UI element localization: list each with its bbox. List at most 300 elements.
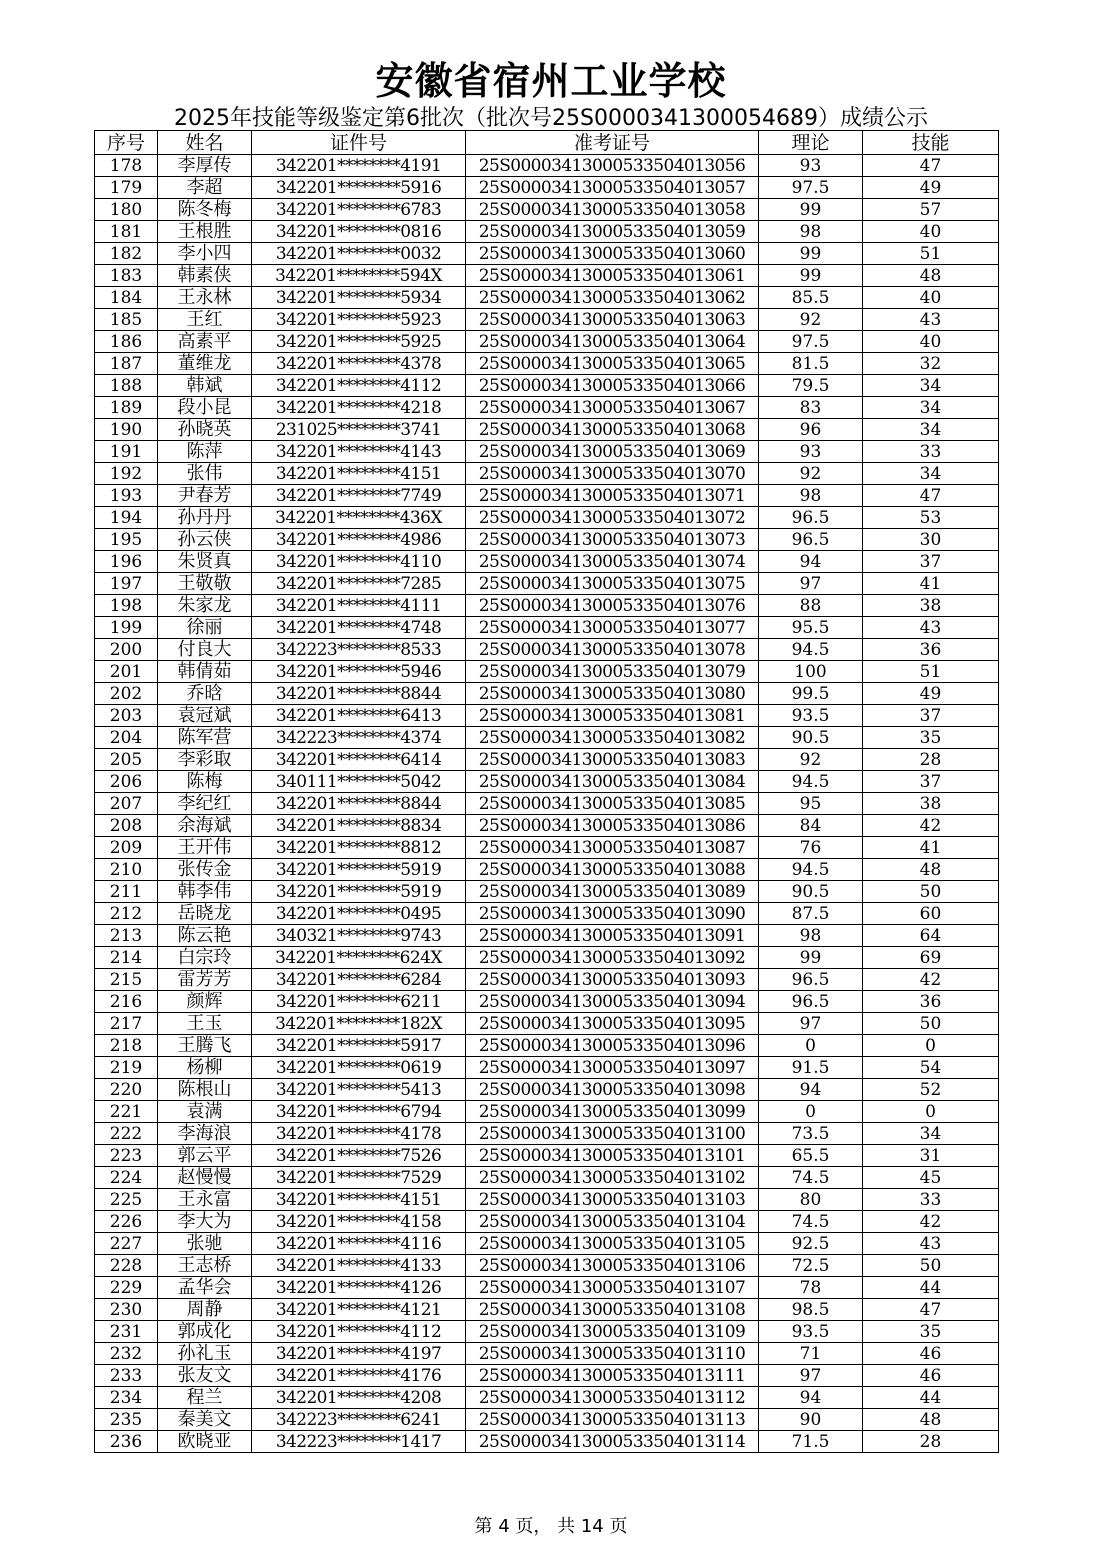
skill-score-cell: 47: [863, 1299, 999, 1321]
name-cell: 徐丽: [158, 617, 252, 639]
seq-cell: 191: [95, 441, 158, 463]
table-row: [95, 969, 999, 991]
id-number-cell: 342201********4197: [252, 1343, 466, 1365]
theory-score-cell: 91.5: [759, 1057, 863, 1079]
id-number-cell: 342201********8834: [252, 815, 466, 837]
theory-score-cell: 80: [759, 1189, 863, 1211]
seq-cell: 183: [95, 265, 158, 287]
table-row: [95, 529, 999, 551]
table-row: [95, 485, 999, 507]
skill-score-cell: 48: [863, 1409, 999, 1431]
theory-score-cell: 98: [759, 925, 863, 947]
theory-score-cell: 94: [759, 1387, 863, 1409]
id-number-cell: 342201********4178: [252, 1123, 466, 1145]
name-cell: 朱家龙: [158, 595, 252, 617]
id-number-cell: 342201********6783: [252, 199, 466, 221]
name-cell: 程兰: [158, 1387, 252, 1409]
name-cell: 雷芳芳: [158, 969, 252, 991]
skill-score-cell: 48: [863, 859, 999, 881]
seq-cell: 182: [95, 243, 158, 265]
theory-score-cell: 71.5: [759, 1431, 863, 1453]
theory-score-cell: 92: [759, 309, 863, 331]
table-row: [95, 1409, 999, 1431]
name-cell: 孙礼玉: [158, 1343, 252, 1365]
exam-number-cell: 25S00003413000533504013060: [466, 243, 759, 265]
seq-cell: 193: [95, 485, 158, 507]
exam-number-cell: 25S00003413000533504013070: [466, 463, 759, 485]
id-number-cell: 342201********5934: [252, 287, 466, 309]
id-number-cell: 342201********6284: [252, 969, 466, 991]
skill-score-cell: 0: [863, 1101, 999, 1123]
exam-number-cell: 25S00003413000533504013102: [466, 1167, 759, 1189]
id-number-cell: 342201********4378: [252, 353, 466, 375]
skill-score-cell: 44: [863, 1277, 999, 1299]
name-cell: 李小四: [158, 243, 252, 265]
seq-cell: 216: [95, 991, 158, 1013]
table-row: [95, 573, 999, 595]
exam-number-cell: 25S00003413000533504013108: [466, 1299, 759, 1321]
exam-number-cell: 25S00003413000533504013073: [466, 529, 759, 551]
id-number-cell: 342201********4116: [252, 1233, 466, 1255]
skill-score-cell: 36: [863, 639, 999, 661]
id-number-cell: 342201********5923: [252, 309, 466, 331]
id-number-cell: 342201********4151: [252, 463, 466, 485]
table-body: [95, 155, 999, 1453]
id-number-cell: 342223********8533: [252, 639, 466, 661]
name-cell: 李海浪: [158, 1123, 252, 1145]
id-number-cell: 342201********5919: [252, 881, 466, 903]
skill-score-cell: 47: [863, 155, 999, 177]
id-number-cell: 342201********4158: [252, 1211, 466, 1233]
theory-score-cell: 96.5: [759, 529, 863, 551]
name-cell: 张友文: [158, 1365, 252, 1387]
seq-cell: 215: [95, 969, 158, 991]
table-row: [95, 727, 999, 749]
theory-score-cell: 93: [759, 441, 863, 463]
skill-score-cell: 48: [863, 265, 999, 287]
theory-score-cell: 99: [759, 243, 863, 265]
id-number-cell: 342201********7285: [252, 573, 466, 595]
results-table: [94, 130, 999, 1453]
theory-score-cell: 93.5: [759, 1321, 863, 1343]
table-row: [95, 639, 999, 661]
exam-number-cell: 25S00003413000533504013091: [466, 925, 759, 947]
seq-cell: 236: [95, 1431, 158, 1453]
skill-score-cell: 46: [863, 1343, 999, 1365]
skill-score-cell: 37: [863, 771, 999, 793]
skill-score-cell: 40: [863, 221, 999, 243]
skill-score-cell: 35: [863, 727, 999, 749]
theory-score-cell: 94: [759, 1079, 863, 1101]
id-number-cell: 342201********182X: [252, 1013, 466, 1035]
name-cell: 欧晓亚: [158, 1431, 252, 1453]
exam-number-cell: 25S00003413000533504013089: [466, 881, 759, 903]
column-header-exam-number: 准考证号: [466, 131, 759, 155]
exam-number-cell: 25S00003413000533504013086: [466, 815, 759, 837]
exam-number-cell: 25S00003413000533504013074: [466, 551, 759, 573]
name-cell: 朱贤真: [158, 551, 252, 573]
exam-number-cell: 25S00003413000533504013076: [466, 595, 759, 617]
theory-score-cell: 93.5: [759, 705, 863, 727]
exam-number-cell: 25S00003413000533504013104: [466, 1211, 759, 1233]
table-row: [95, 375, 999, 397]
id-number-cell: 342201********8844: [252, 683, 466, 705]
name-cell: 韩素侠: [158, 265, 252, 287]
exam-number-cell: 25S00003413000533504013095: [466, 1013, 759, 1035]
name-cell: 周静: [158, 1299, 252, 1321]
column-header-seq: 序号: [95, 131, 158, 155]
table-header-row: [95, 131, 999, 155]
table-row: [95, 1167, 999, 1189]
id-number-cell: 342201********5919: [252, 859, 466, 881]
exam-number-cell: 25S00003413000533504013088: [466, 859, 759, 881]
id-number-cell: 342201********4121: [252, 1299, 466, 1321]
skill-score-cell: 51: [863, 243, 999, 265]
table-row: [95, 793, 999, 815]
exam-number-cell: 25S00003413000533504013100: [466, 1123, 759, 1145]
table-row: [95, 177, 999, 199]
table-row: [95, 243, 999, 265]
skill-score-cell: 28: [863, 749, 999, 771]
id-number-cell: 340321********9743: [252, 925, 466, 947]
theory-score-cell: 97: [759, 1365, 863, 1387]
seq-cell: 187: [95, 353, 158, 375]
seq-cell: 195: [95, 529, 158, 551]
table-row: [95, 1365, 999, 1387]
name-cell: 段小昆: [158, 397, 252, 419]
seq-cell: 227: [95, 1233, 158, 1255]
id-number-cell: 342201********4218: [252, 397, 466, 419]
exam-number-cell: 25S00003413000533504013071: [466, 485, 759, 507]
table-row: [95, 199, 999, 221]
theory-score-cell: 0: [759, 1035, 863, 1057]
seq-cell: 194: [95, 507, 158, 529]
exam-number-cell: 25S00003413000533504013092: [466, 947, 759, 969]
name-cell: 陈萍: [158, 441, 252, 463]
id-number-cell: 342201********6211: [252, 991, 466, 1013]
exam-number-cell: 25S00003413000533504013085: [466, 793, 759, 815]
skill-score-cell: 31: [863, 1145, 999, 1167]
seq-cell: 218: [95, 1035, 158, 1057]
name-cell: 陈冬梅: [158, 199, 252, 221]
name-cell: 李大为: [158, 1211, 252, 1233]
column-header-skill: 技能: [863, 131, 999, 155]
theory-score-cell: 94.5: [759, 771, 863, 793]
seq-cell: 229: [95, 1277, 158, 1299]
skill-score-cell: 37: [863, 705, 999, 727]
id-number-cell: 342223********1417: [252, 1431, 466, 1453]
seq-cell: 217: [95, 1013, 158, 1035]
table-row: [95, 419, 999, 441]
seq-cell: 208: [95, 815, 158, 837]
name-cell: 李彩取: [158, 749, 252, 771]
name-cell: 余海斌: [158, 815, 252, 837]
table-row: [95, 661, 999, 683]
table-row: [95, 1255, 999, 1277]
table-row: [95, 221, 999, 243]
exam-number-cell: 25S00003413000533504013087: [466, 837, 759, 859]
skill-score-cell: 34: [863, 375, 999, 397]
table-row: [95, 837, 999, 859]
skill-score-cell: 38: [863, 793, 999, 815]
exam-number-cell: 25S00003413000533504013109: [466, 1321, 759, 1343]
theory-score-cell: 94: [759, 551, 863, 573]
table-row: [95, 1211, 999, 1233]
name-cell: 李纪红: [158, 793, 252, 815]
name-cell: 韩斌: [158, 375, 252, 397]
exam-number-cell: 25S00003413000533504013062: [466, 287, 759, 309]
seq-cell: 223: [95, 1145, 158, 1167]
theory-score-cell: 98: [759, 485, 863, 507]
theory-score-cell: 79.5: [759, 375, 863, 397]
exam-number-cell: 25S00003413000533504013068: [466, 419, 759, 441]
name-cell: 王红: [158, 309, 252, 331]
table-row: [95, 353, 999, 375]
exam-number-cell: 25S00003413000533504013112: [466, 1387, 759, 1409]
seq-cell: 230: [95, 1299, 158, 1321]
skill-score-cell: 35: [863, 1321, 999, 1343]
table-row: [95, 1013, 999, 1035]
id-number-cell: 342201********4111: [252, 595, 466, 617]
seq-cell: 226: [95, 1211, 158, 1233]
seq-cell: 233: [95, 1365, 158, 1387]
seq-cell: 220: [95, 1079, 158, 1101]
exam-number-cell: 25S00003413000533504013114: [466, 1431, 759, 1453]
theory-score-cell: 94.5: [759, 859, 863, 881]
seq-cell: 222: [95, 1123, 158, 1145]
exam-number-cell: 25S00003413000533504013063: [466, 309, 759, 331]
skill-score-cell: 50: [863, 881, 999, 903]
skill-score-cell: 43: [863, 617, 999, 639]
theory-score-cell: 97.5: [759, 331, 863, 353]
theory-score-cell: 76: [759, 837, 863, 859]
id-number-cell: 342201********624X: [252, 947, 466, 969]
seq-cell: 184: [95, 287, 158, 309]
table-row: [95, 1057, 999, 1079]
table-row: [95, 309, 999, 331]
seq-cell: 196: [95, 551, 158, 573]
exam-number-cell: 25S00003413000533504013083: [466, 749, 759, 771]
name-cell: 孙晓英: [158, 419, 252, 441]
seq-cell: 209: [95, 837, 158, 859]
exam-number-cell: 25S00003413000533504013101: [466, 1145, 759, 1167]
name-cell: 李厚传: [158, 155, 252, 177]
name-cell: 董维龙: [158, 353, 252, 375]
table-row: [95, 1123, 999, 1145]
table-row: [95, 947, 999, 969]
exam-number-cell: 25S00003413000533504013057: [466, 177, 759, 199]
name-cell: 付良大: [158, 639, 252, 661]
theory-score-cell: 74.5: [759, 1167, 863, 1189]
seq-cell: 205: [95, 749, 158, 771]
skill-score-cell: 40: [863, 331, 999, 353]
theory-score-cell: 72.5: [759, 1255, 863, 1277]
skill-score-cell: 51: [863, 661, 999, 683]
seq-cell: 198: [95, 595, 158, 617]
skill-score-cell: 46: [863, 1365, 999, 1387]
exam-number-cell: 25S00003413000533504013111: [466, 1365, 759, 1387]
seq-cell: 213: [95, 925, 158, 947]
seq-cell: 190: [95, 419, 158, 441]
table-row: [95, 287, 999, 309]
name-cell: 高素平: [158, 331, 252, 353]
seq-cell: 231: [95, 1321, 158, 1343]
id-number-cell: 342201********0032: [252, 243, 466, 265]
skill-score-cell: 34: [863, 397, 999, 419]
id-number-cell: 342201********4208: [252, 1387, 466, 1409]
exam-number-cell: 25S00003413000533504013099: [466, 1101, 759, 1123]
name-cell: 岳晓龙: [158, 903, 252, 925]
skill-score-cell: 49: [863, 177, 999, 199]
page-footer: 第 4 页， 共 14 页: [474, 1516, 628, 1537]
table-row: [95, 1079, 999, 1101]
name-cell: 杨柳: [158, 1057, 252, 1079]
skill-score-cell: 41: [863, 837, 999, 859]
theory-score-cell: 99: [759, 199, 863, 221]
seq-cell: 219: [95, 1057, 158, 1079]
theory-score-cell: 0: [759, 1101, 863, 1123]
exam-number-cell: 25S00003413000533504013106: [466, 1255, 759, 1277]
table-row: [95, 903, 999, 925]
name-cell: 张伟: [158, 463, 252, 485]
skill-score-cell: 42: [863, 969, 999, 991]
theory-score-cell: 99.5: [759, 683, 863, 705]
theory-score-cell: 97.5: [759, 177, 863, 199]
name-cell: 王敬敬: [158, 573, 252, 595]
exam-number-cell: 25S00003413000533504013098: [466, 1079, 759, 1101]
skill-score-cell: 38: [863, 595, 999, 617]
id-number-cell: 342223********6241: [252, 1409, 466, 1431]
id-number-cell: 342201********5925: [252, 331, 466, 353]
name-cell: 颜辉: [158, 991, 252, 1013]
name-cell: 王开伟: [158, 837, 252, 859]
id-number-cell: 342201********4151: [252, 1189, 466, 1211]
table-row: [95, 1277, 999, 1299]
exam-number-cell: 25S00003413000533504013080: [466, 683, 759, 705]
exam-number-cell: 25S00003413000533504013058: [466, 199, 759, 221]
skill-score-cell: 50: [863, 1013, 999, 1035]
id-number-cell: 342201********4112: [252, 1321, 466, 1343]
skill-score-cell: 34: [863, 463, 999, 485]
id-number-cell: 342201********4176: [252, 1365, 466, 1387]
exam-number-cell: 25S00003413000533504013096: [466, 1035, 759, 1057]
skill-score-cell: 47: [863, 485, 999, 507]
name-cell: 郭成化: [158, 1321, 252, 1343]
skill-score-cell: 33: [863, 441, 999, 463]
name-cell: 袁满: [158, 1101, 252, 1123]
table-row: [95, 155, 999, 177]
name-cell: 李超: [158, 177, 252, 199]
id-number-cell: 342201********4110: [252, 551, 466, 573]
exam-number-cell: 25S00003413000533504013097: [466, 1057, 759, 1079]
theory-score-cell: 96.5: [759, 991, 863, 1013]
seq-cell: 235: [95, 1409, 158, 1431]
table-row: [95, 507, 999, 529]
name-cell: 白宗玲: [158, 947, 252, 969]
id-number-cell: 342201********0495: [252, 903, 466, 925]
skill-score-cell: 30: [863, 529, 999, 551]
table-row: [95, 265, 999, 287]
id-number-cell: 342201********7749: [252, 485, 466, 507]
skill-score-cell: 0: [863, 1035, 999, 1057]
id-number-cell: 342201********8844: [252, 793, 466, 815]
theory-score-cell: 85.5: [759, 287, 863, 309]
exam-number-cell: 25S00003413000533504013069: [466, 441, 759, 463]
exam-number-cell: 25S00003413000533504013061: [466, 265, 759, 287]
seq-cell: 221: [95, 1101, 158, 1123]
exam-number-cell: 25S00003413000533504013107: [466, 1277, 759, 1299]
name-cell: 孙云侠: [158, 529, 252, 551]
table-row: [95, 1035, 999, 1057]
skill-score-cell: 41: [863, 573, 999, 595]
skill-score-cell: 64: [863, 925, 999, 947]
theory-score-cell: 100: [759, 661, 863, 683]
theory-score-cell: 97: [759, 1013, 863, 1035]
skill-score-cell: 53: [863, 507, 999, 529]
exam-number-cell: 25S00003413000533504013094: [466, 991, 759, 1013]
name-cell: 王腾飞: [158, 1035, 252, 1057]
name-cell: 张传金: [158, 859, 252, 881]
theory-score-cell: 81.5: [759, 353, 863, 375]
table-row: [95, 331, 999, 353]
skill-score-cell: 60: [863, 903, 999, 925]
skill-score-cell: 44: [863, 1387, 999, 1409]
exam-number-cell: 25S00003413000533504013110: [466, 1343, 759, 1365]
theory-score-cell: 99: [759, 947, 863, 969]
seq-cell: 207: [95, 793, 158, 815]
exam-number-cell: 25S000034130005335040130​56: [466, 155, 759, 177]
exam-number-cell: 25S00003413000533504013067: [466, 397, 759, 419]
id-number-cell: 342201********594X: [252, 265, 466, 287]
exam-number-cell: 25S00003413000533504013081: [466, 705, 759, 727]
skill-score-cell: 50: [863, 1255, 999, 1277]
table-row: [95, 1101, 999, 1123]
id-number-cell: 342201********7526: [252, 1145, 466, 1167]
table-row: [95, 925, 999, 947]
skill-score-cell: 37: [863, 551, 999, 573]
skill-score-cell: 33: [863, 1189, 999, 1211]
theory-score-cell: 93: [759, 155, 863, 177]
skill-score-cell: 54: [863, 1057, 999, 1079]
table-row: [95, 1299, 999, 1321]
name-cell: 尹春芳: [158, 485, 252, 507]
id-number-cell: 342201********7529: [252, 1167, 466, 1189]
exam-number-cell: 25S00003413000533504013075: [466, 573, 759, 595]
id-number-cell: 342201********5917: [252, 1035, 466, 1057]
theory-score-cell: 95: [759, 793, 863, 815]
exam-number-cell: 25S00003413000533504013113: [466, 1409, 759, 1431]
table-row: [95, 551, 999, 573]
table-row: [95, 397, 999, 419]
theory-score-cell: 73.5: [759, 1123, 863, 1145]
seq-cell: 211: [95, 881, 158, 903]
skill-score-cell: 49: [863, 683, 999, 705]
name-cell: 乔晗: [158, 683, 252, 705]
document-title: 安徽省宿州工业学校: [375, 59, 727, 103]
name-cell: 王玉: [158, 1013, 252, 1035]
exam-number-cell: 25S00003413000533504013059: [466, 221, 759, 243]
seq-cell: 234: [95, 1387, 158, 1409]
exam-number-cell: 25S00003413000533504013066: [466, 375, 759, 397]
id-number-cell: 342201********0816: [252, 221, 466, 243]
seq-cell: 197: [95, 573, 158, 595]
id-number-cell: 342201********4126: [252, 1277, 466, 1299]
table-row: [95, 595, 999, 617]
exam-number-cell: 25S00003413000533504013105: [466, 1233, 759, 1255]
skill-score-cell: 57: [863, 199, 999, 221]
seq-cell: 202: [95, 683, 158, 705]
name-cell: 陈梅: [158, 771, 252, 793]
